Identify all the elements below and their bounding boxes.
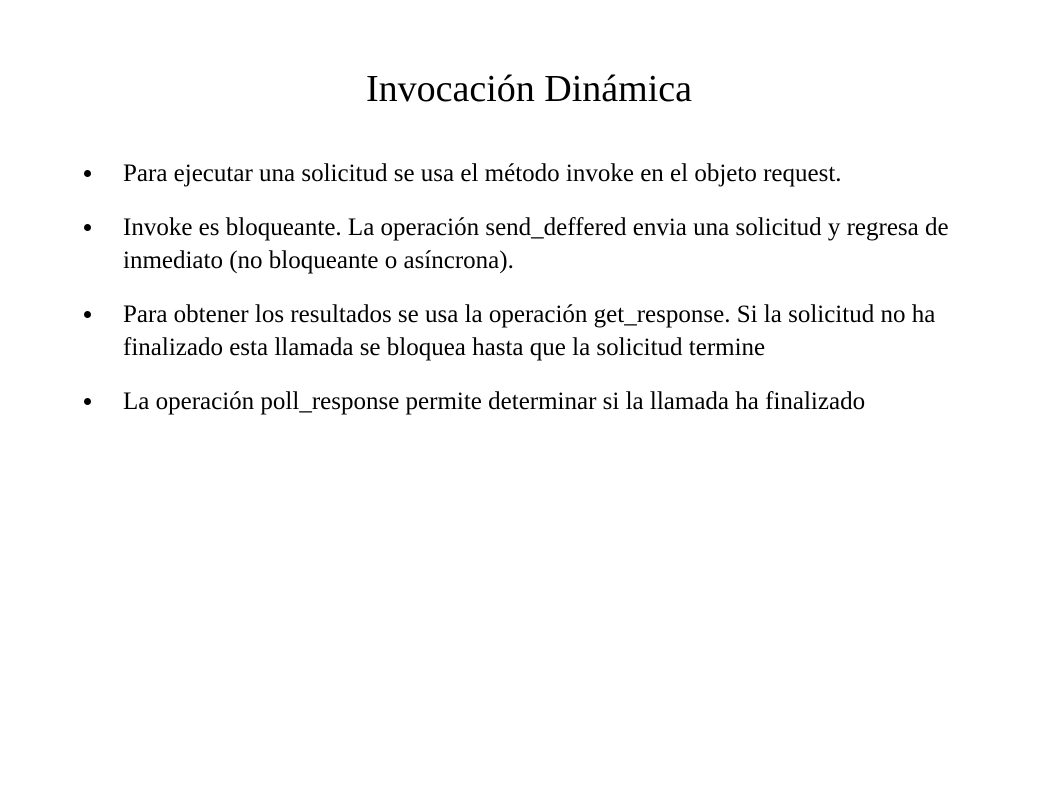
bullet-dot-icon (84, 224, 91, 231)
slide-title: Invocación Dinámica (365, 68, 693, 110)
bullet-text: Para ejecutar una solicitud se usa el método invoke en el objeto request. (123, 160, 842, 187)
bullet-list (84, 157, 984, 439)
bullet-text: Para obtener los resultados se usa la operación get_response. Si la solicitud no ha finalizado esta llamada se bloquea hasta que la solicitud termine (123, 301, 936, 361)
bullet-text: Invoke es bloqueante. La operación send_deffered envia una solicitud y regresa de inmediato (no bloqueante o asíncrona). (123, 214, 949, 274)
bullet-item (84, 211, 984, 277)
bullet-text: La operación poll_response permite determinar si la llamada ha finalizado (123, 388, 866, 415)
bullet-item (84, 298, 984, 364)
bullet-dot-icon (84, 398, 91, 405)
bullet-item (84, 385, 984, 418)
bullet-item (84, 157, 984, 190)
bullet-dot-icon (84, 311, 91, 318)
bullet-dot-icon (84, 170, 91, 177)
